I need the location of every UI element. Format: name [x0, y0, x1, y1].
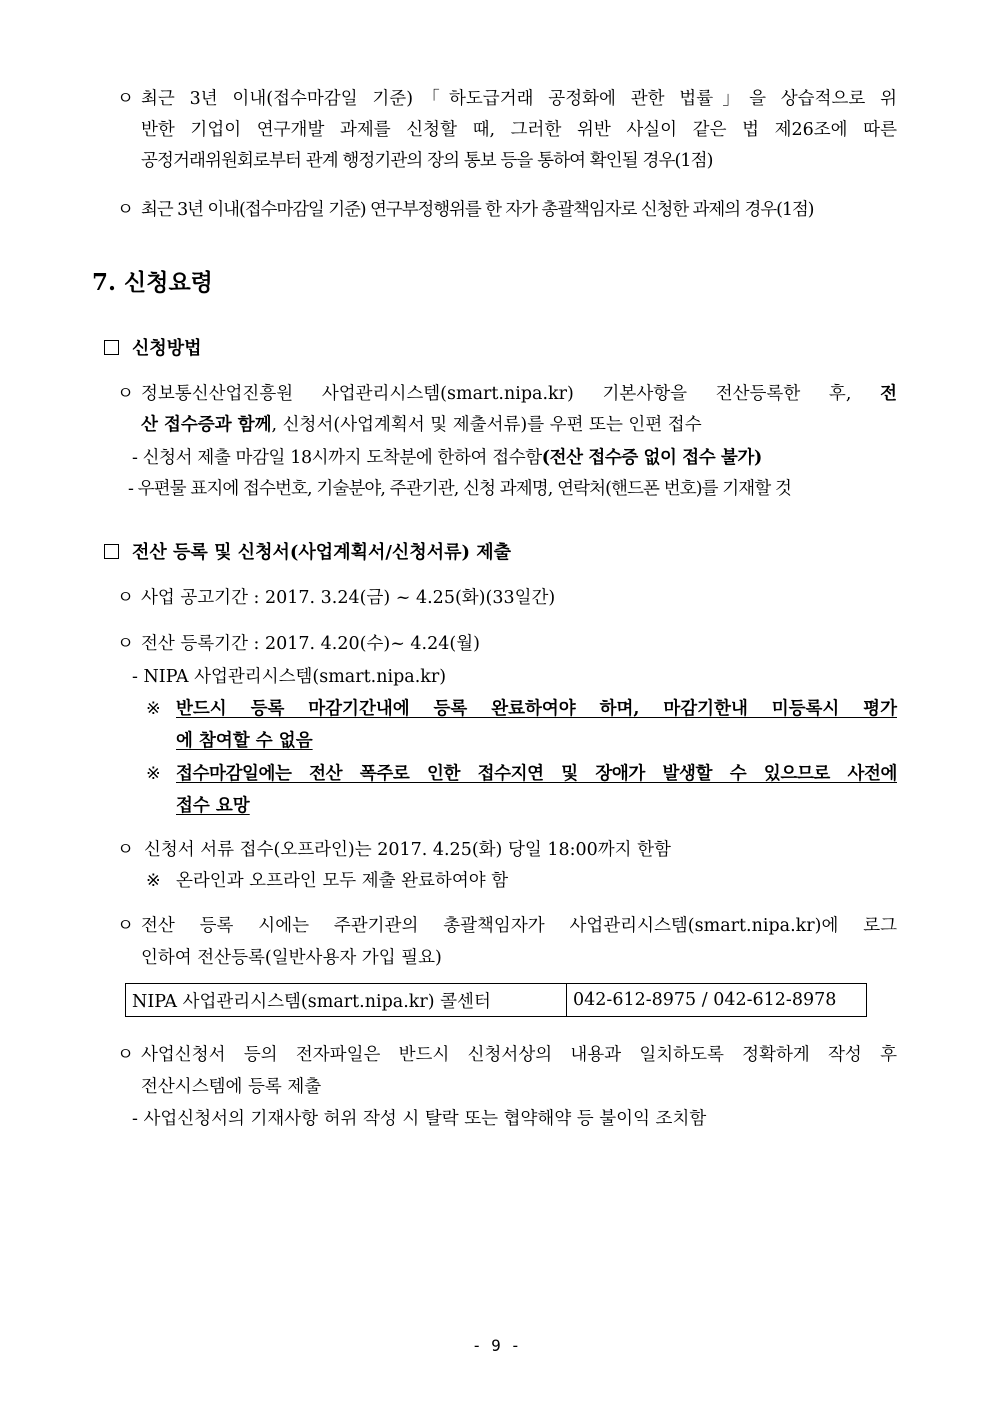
method-bullet-line-2 — [141, 413, 702, 437]
checkbox-square-icon — [104, 544, 119, 559]
registration-period-text: 전산 등록기간 : 2017. 4.20(수)~ 4.24(월) — [141, 634, 480, 654]
bullet-mark: ㅇ — [117, 1045, 134, 1065]
intro-bullet-1-line-2: 반한 기업이 연구개발 과제를 신청할 때, 그러한 위반 사실이 같은 법 제26조에 따른 — [141, 120, 897, 140]
bullet-mark: ㅇ — [117, 916, 134, 936]
method-dash-1-bold: (전산 접수증 없이 접수 불가) — [541, 448, 762, 468]
registration-heading — [104, 540, 511, 566]
warning-2-line-1: 접수마감일에는 전산 폭주로 인한 접수지연 및 장애가 발생할 수 있으므로 사전에 — [176, 764, 897, 784]
reference-mark: ※ — [146, 699, 161, 719]
bullet-mark: ㅇ — [117, 634, 134, 654]
method-dash-2: - 우편물 표지에 접수번호, 기술분야, 주관기관, 신청 과제명, 연락처(핸드폰 번호)를 기재할 것 — [128, 479, 791, 499]
intro-bullet-1-line-1: 최근 3년 이내(접수마감일 기준)「하도급거래 공정화에 관한 법률」을 상습적으로 위 — [141, 89, 897, 109]
reference-mark: ※ — [146, 871, 161, 891]
method-bullet-line-1-text: 정보통신산업진흥원 사업관리시스템(smart.nipa.kr) 기본사항을 전산등록한 후, — [141, 384, 881, 404]
table-row — [126, 984, 867, 1017]
reference-mark: ※ — [146, 764, 161, 784]
login-line-1: 전산 등록 시에는 주관기관의 총괄책임자가 사업관리시스템(smart.nipa.kr)에 로그 — [141, 916, 897, 936]
method-bullet-line-2-text: , 신청서(사업계획서 및 제출서류)를 우편 또는 인편 접수 — [271, 415, 702, 435]
checkbox-square-icon — [104, 340, 119, 355]
registration-heading-text: 전산 등록 및 신청서(사업계획서/신청서류) 제출 — [132, 542, 512, 563]
offline-note-text: 온라인과 오프라인 모두 제출 완료하여야 함 — [176, 871, 509, 891]
page-number: - 9 - — [471, 1336, 521, 1355]
callcenter-table — [125, 983, 867, 1017]
system-dash: - NIPA 사업관리시스템(smart.nipa.kr) — [132, 667, 447, 687]
bullet-mark: ㅇ — [117, 200, 134, 220]
bullet-mark: ㅇ — [117, 384, 134, 404]
section-title: 7. 신청요령 — [92, 269, 213, 296]
method-dash-1-text: - 신청서 제출 마감일 18시까지 도착분에 한하여 접수함 — [132, 448, 542, 468]
intro-bullet-2-line-1: 최근 3년 이내(접수마감일 기준) 연구부정행위를 한 자가 총괄책임자로 신청한 과제의 경우(1점) — [141, 200, 814, 220]
method-dash-1 — [132, 446, 762, 470]
file-line-2: 전산시스템에 등록 제출 — [141, 1077, 322, 1097]
method-bullet-line-1 — [141, 382, 897, 406]
login-line-2: 인하여 전산등록(일반사용자 가입 필요) — [141, 948, 442, 968]
bullet-mark: ㅇ — [117, 89, 134, 109]
callcenter-label: NIPA 사업관리시스템(smart.nipa.kr) 콜센터 — [126, 984, 567, 1017]
bullet-mark: ㅇ — [117, 588, 134, 608]
warning-1-line-1: 반드시 등록 마감기간내에 등록 완료하여야 하며, 마감기한내 미등록시 평가 — [176, 699, 897, 719]
warning-2-line-2: 접수 요망 — [176, 796, 250, 816]
intro-bullet-1-line-3: 공정거래위원회로부터 관계 행정기관의 장의 통보 등을 통하여 확인될 경우(1점) — [141, 151, 713, 171]
notice-period-text: 사업 공고기간 : 2017. 3.24(금) ~ 4.25(화)(33일간) — [141, 588, 556, 608]
file-dash: - 사업신청서의 기재사항 허위 작성 시 탈락 또는 협약해약 등 불이익 조치함 — [132, 1109, 707, 1129]
method-heading-text: 신청방법 — [132, 338, 202, 359]
warning-1-line-2: 에 참여할 수 없음 — [176, 731, 313, 751]
method-bullet-line-1-bold: 전 — [880, 384, 897, 404]
method-heading — [104, 336, 202, 362]
callcenter-phones: 042-612-8975 / 042-612-8978 — [567, 984, 867, 1017]
offline-text: 신청서 서류 접수(오프라인)는 2017. 4.25(화) 당일 18:00까지 한함 — [144, 840, 671, 860]
method-bullet-line-2-bold: 산 접수증과 함께 — [141, 415, 272, 435]
bullet-mark: ㅇ — [117, 840, 134, 860]
file-line-1: 사업신청서 등의 전자파일은 반드시 신청서상의 내용과 일치하도록 정확하게 작성 후 — [141, 1045, 897, 1065]
